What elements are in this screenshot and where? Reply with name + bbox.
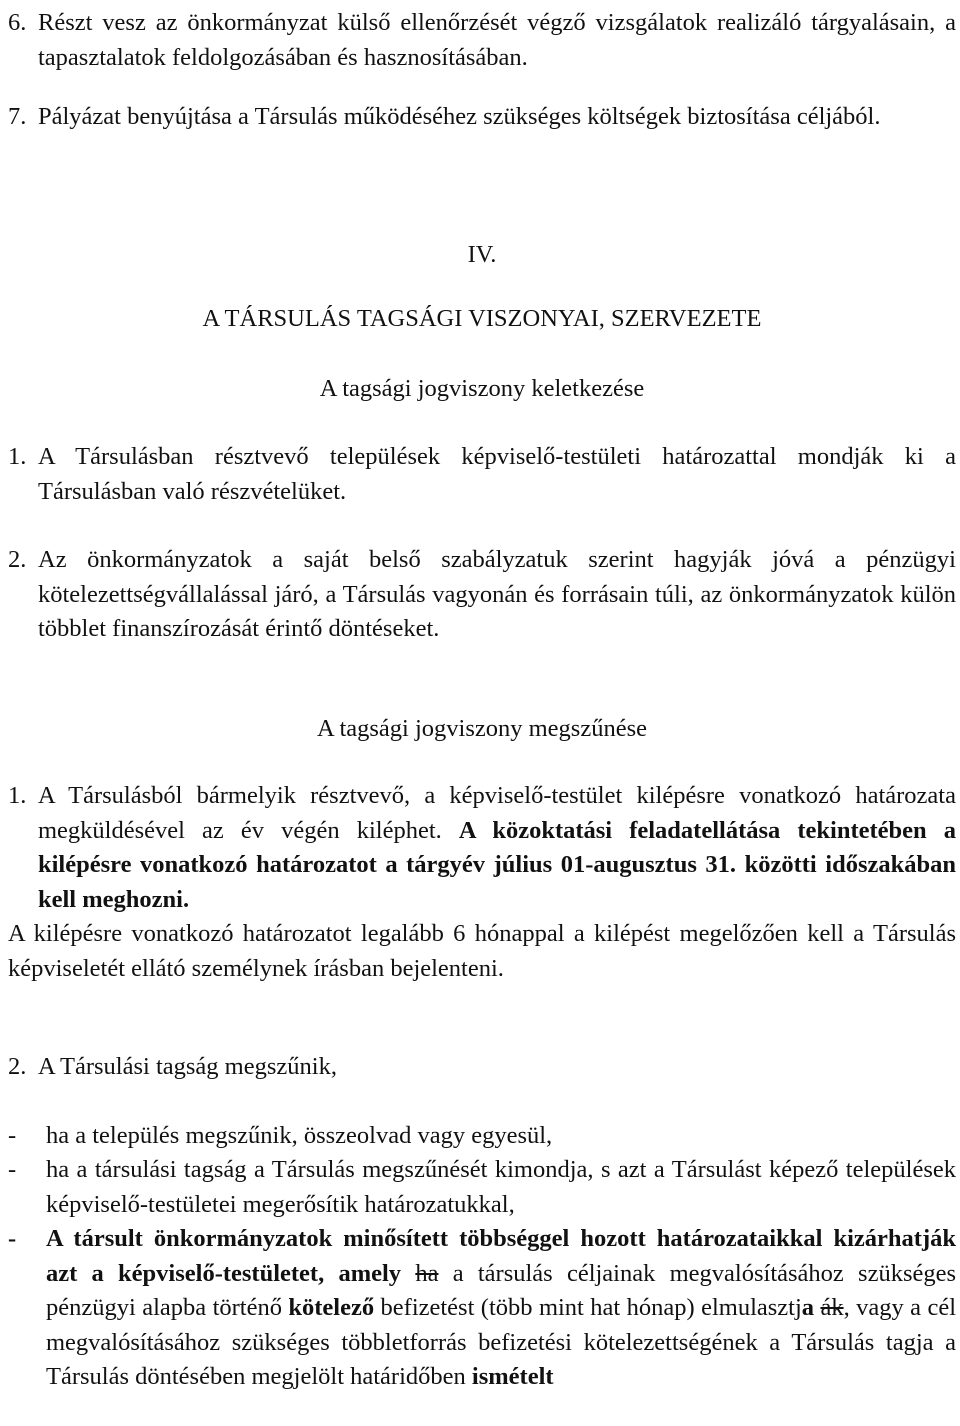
- paragraph-number: 1.: [8, 782, 27, 809]
- paragraph-number: 2.: [8, 1053, 27, 1080]
- dash-bold-text: ismételt: [471, 1363, 554, 1390]
- dash-bold-text: a: [801, 1294, 815, 1321]
- item-number: 6.: [8, 9, 27, 36]
- section-heading: A tagsági jogviszony megszűnése: [316, 715, 647, 742]
- dash-marker: -: [8, 1225, 17, 1252]
- struck-text: ák: [820, 1294, 844, 1321]
- item-text: Részt vesz az önkormányzat külső ellenőrzését végző vizsgálatok realizáló tárgyalásain, a tapasztalatok feldolgozásában és hasznosításában.: [38, 9, 956, 71]
- paragraph-text: Az önkormányzatok a saját belső szabályzatuk szerint hagyják jóvá a pénzügyi kötelezettségvállalással járó, a Társulás vagyonán és forrásain túli, az önkormányzatok külön többlet finanszírozását érintő döntéseket.: [38, 546, 956, 642]
- dash-marker: -: [8, 1122, 17, 1149]
- item-text: Pályázat benyújtása a Társulás működéséhez szükséges költségek biztosítása céljából.: [38, 103, 881, 130]
- list-item-7: [8, 100, 956, 135]
- end-paragraph-1: [8, 779, 956, 986]
- chapter-title-block: [8, 302, 956, 337]
- paragraph-text: A Társulásban résztvevő települések képviselő-testületi határozattal mondják ki a Társulásban való részvételüket.: [38, 443, 956, 505]
- section-heading: A tagsági jogviszony keletkezése: [319, 375, 645, 402]
- dash-bold-text: kötelező: [288, 1294, 375, 1321]
- chapter-number: IV.: [467, 241, 497, 268]
- dash-item-1: [8, 1119, 956, 1154]
- struck-text: ha: [415, 1259, 439, 1287]
- dash-marker: -: [8, 1156, 17, 1183]
- section-heading-end-block: [8, 712, 956, 747]
- dash-bold-text: A társult önkormányzatok minősített többséggel hozott határozataikkal kizárhatják azt a képviselő-testületet, amely: [46, 1225, 956, 1287]
- section-heading-start-block: [8, 372, 956, 407]
- paragraph-number: 1.: [8, 443, 27, 470]
- dash-item-2: [8, 1153, 956, 1222]
- list-item-6: [8, 6, 956, 75]
- dash-text: ha a település megszűnik, összeolvad vagy egyesül,: [46, 1122, 553, 1149]
- start-paragraph-1: [8, 440, 956, 509]
- dash-text: , vagy a cél megvalósításához szükséges többletforrás befizetési kötelezettségének a Társulás tagja a Társulás döntésében megjelölt határidőben: [46, 1294, 957, 1390]
- dash-text: a társulás céljainak megvalósításához szükséges pénzügyi alapba történő: [46, 1259, 957, 1321]
- paragraph-text: A Társulási tagság megszűnik,: [38, 1053, 337, 1080]
- dash-item-3: [8, 1222, 956, 1395]
- item-number: 7.: [8, 103, 27, 130]
- paragraph-number: 2.: [8, 546, 27, 573]
- dash-text: befizetést (több mint hat hónap) elmulasztj: [380, 1294, 802, 1321]
- dash-text: ha a társulási tagság a Társulás megszűnését kimondja, s azt a Társulást képező települések képviselő-testületei megerősítik határozatukkal,: [46, 1156, 956, 1218]
- paragraph-bold-text: A közoktatási feladatellátása tekintetében a kilépésre vonatkozó határozatot a tárgyév július 01-augusztus 31. közötti időszakában kell meghozni.: [38, 816, 957, 913]
- chapter-number-block: [8, 238, 956, 273]
- start-paragraph-2: [8, 543, 956, 647]
- end-paragraph-2: [8, 1050, 956, 1085]
- paragraph-text: A Társulásból bármelyik résztvevő, a képviselő-testület kilépésre vonatkozó határozata megküldésével az év végén kiléphet.: [38, 782, 956, 844]
- paragraph-continuation: A kilépésre vonatkozó határozatot legalább 6 hónappal a kilépést megelőzően kell a Társulás képviseletét ellátó személynek írásban bejelenteni.: [8, 920, 956, 982]
- chapter-title: A TÁRSULÁS TAGSÁGI VISZONYAI, SZERVEZETE: [202, 305, 762, 332]
